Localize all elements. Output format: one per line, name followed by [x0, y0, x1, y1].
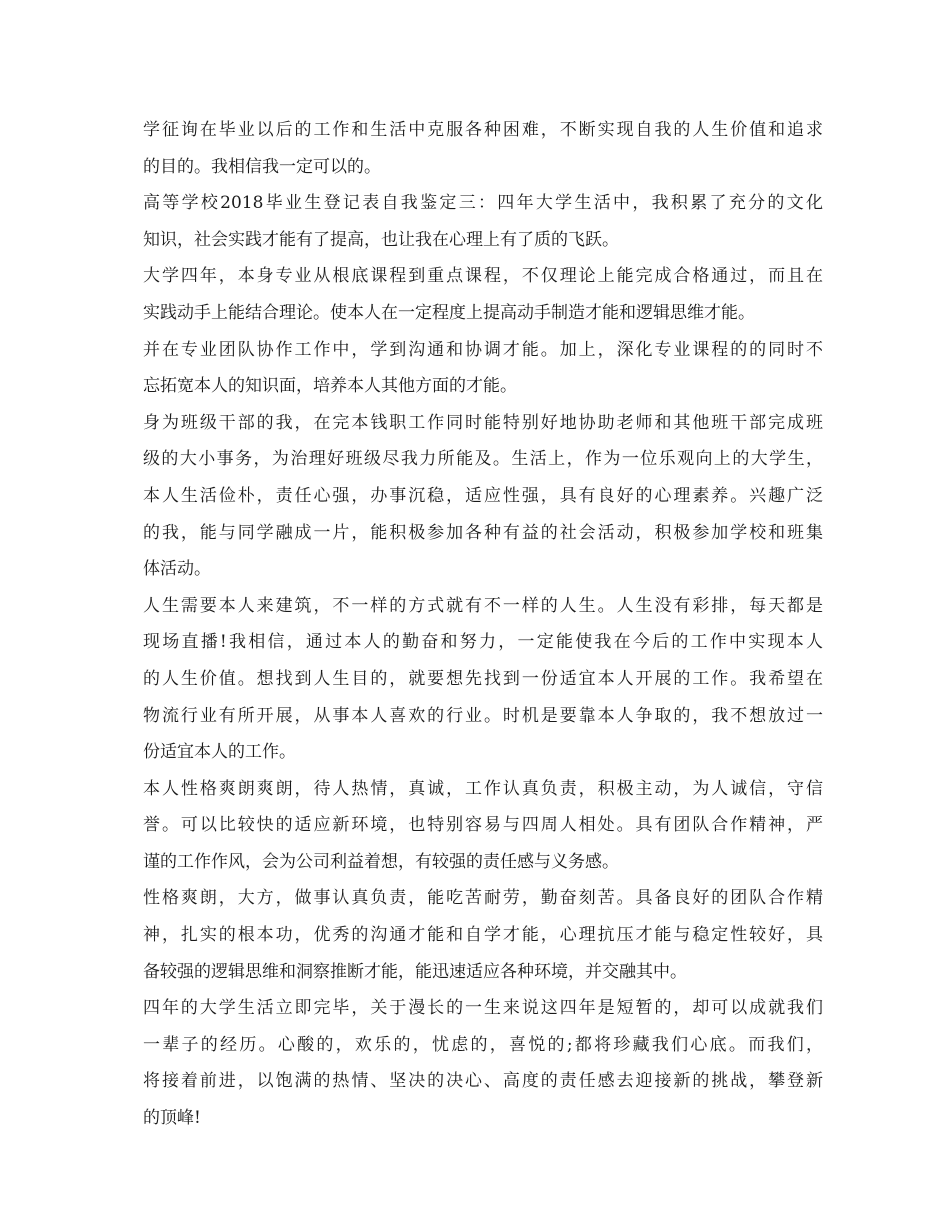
text-line: 体活动。 [143, 559, 211, 580]
text-line: 知识，社会实践才能有了提高，也让我在心理上有了质的飞跃。 [143, 229, 619, 250]
text-line: 一辈子的经历。心酸的，欢乐的，忧虑的，喜悦的;都将珍藏我们心底。而我们， [143, 1034, 823, 1055]
text-line: 性格爽朗，大方，做事认真负责，能吃苦耐劳，勤奋刻苦。具备良好的团队合作精 [143, 888, 823, 909]
text-line: 四年的大学生活立即完毕，关于漫长的一生来说这四年是短暂的，却可以成就我们 [143, 998, 823, 1019]
text-line: 的顶峰! [143, 1108, 201, 1129]
text-line: 的人生价值。想找到人生目的，就要想先找到一份适宜本人开展的工作。我希望在 [143, 668, 823, 689]
text-line: 大学四年，本身专业从根底课程到重点课程，不仅理论上能完成合格通过，而且在 [143, 266, 823, 287]
text-line: 实践动手上能结合理论。使本人在一定程度上提高动手制造才能和逻辑思维才能。 [143, 302, 755, 323]
text-line: 神，扎实的根本功，优秀的沟通才能和自学才能，心理抗压才能与稳定性较好，具 [143, 925, 823, 946]
text-line: 份适宜本人的工作。 [143, 742, 296, 763]
text-line: 本人生活俭朴，责任心强，办事沉稳，适应性强，具有良好的心理素养。兴趣广泛 [143, 485, 823, 506]
text-line: 并在专业团队协作工作中，学到沟通和协调才能。加上，深化专业课程的的同时不 [143, 339, 823, 360]
text-line: 现场直播!我相信，通过本人的勤奋和努力，一定能使我在今后的工作中实现本人 [143, 632, 823, 653]
text-line: 誉。可以比较快的适应新环境，也特别容易与四周人相处。具有团队合作精神，严 [143, 815, 823, 836]
text-line: 的我，能与同学融成一片，能积极参加各种有益的社会活动，积极参加学校和班集 [143, 522, 823, 543]
text-line: 忘拓宽本人的知识面，培养本人其他方面的才能。 [143, 376, 517, 397]
text-line: 学征询在毕业以后的工作和生活中克服各种困难，不断实现自我的人生价值和追求 [143, 120, 823, 140]
text-line: 高等学校2018毕业生登记表自我鉴定三：四年大学生活中，我积累了充分的文化 [143, 193, 823, 214]
text-line: 物流行业有所开展，从事本人喜欢的行业。时机是要靠本人争取的，我不想放过一 [143, 705, 823, 726]
text-line: 本人性格爽朗爽朗，待人热情，真诚，工作认真负责，积极主动，为人诚信，守信 [143, 778, 823, 799]
text-line: 身为班级干部的我，在完本钱职工作同时能特别好地协助老师和其他班干部完成班 [143, 412, 823, 433]
text-line: 备较强的逻辑思维和洞察推断才能，能迅速适应各种环境，并交融其中。 [143, 961, 687, 982]
text-line: 级的大小事务，为治理好班级尽我力所能及。生活上，作为一位乐观向上的大学生， [143, 449, 823, 470]
text-line: 的目的。我相信我一定可以的。 [143, 156, 381, 177]
text-line: 将接着前进，以饱满的热情、坚决的决心、高度的责任感去迎接新的挑战，攀登新 [143, 1071, 823, 1092]
text-line: 谨的工作作风，会为公司利益着想，有较强的责任感与义务感。 [143, 851, 619, 872]
text-line: 人生需要本人来建筑，不一样的方式就有不一样的人生。人生没有彩排，每天都是 [143, 595, 823, 616]
document-body [143, 112, 823, 1137]
